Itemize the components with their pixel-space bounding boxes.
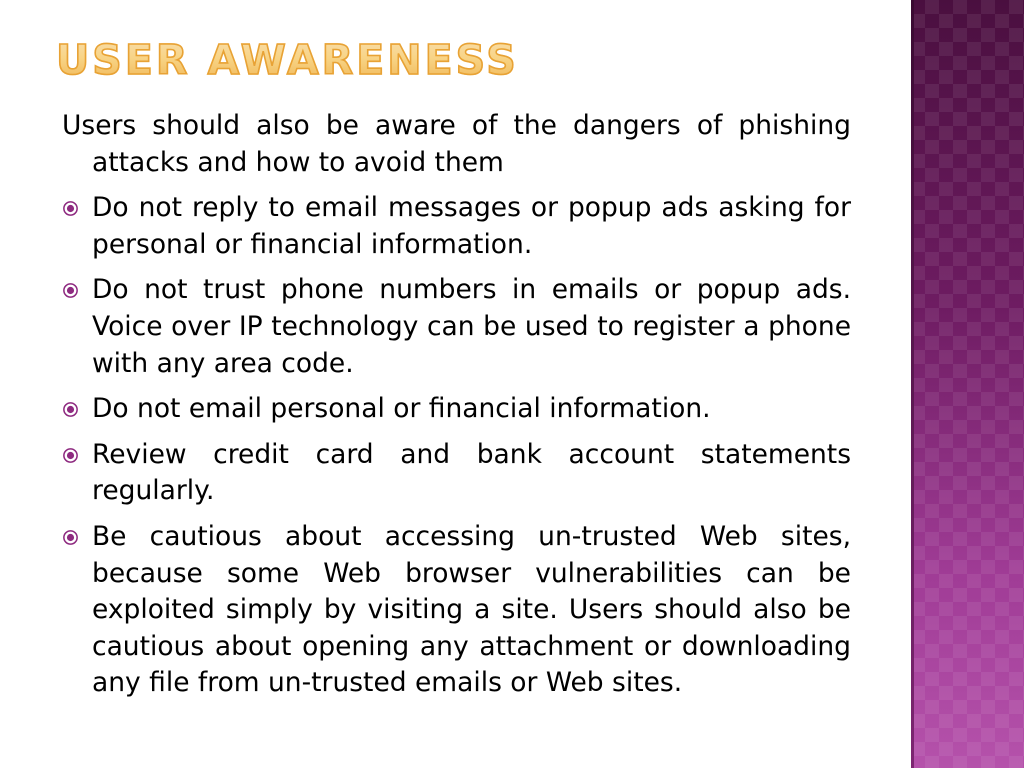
bullet-item bbox=[62, 391, 851, 428]
intro-paragraph: Users should also be aware of the dangers of phishing attacks and how to avoid them bbox=[62, 110, 851, 178]
bullet-item bbox=[62, 437, 851, 510]
bullet-text: Do not reply to email messages or popup ads asking for personal or financial information. bbox=[92, 192, 851, 260]
circled-dot-bullet-icon bbox=[62, 447, 79, 464]
slide-title: USER AWARENESS bbox=[56, 36, 519, 84]
bullet-text: Do not trust phone numbers in emails or popup ads. Voice over IP technology can be used to register a phone with any area code. bbox=[92, 274, 851, 379]
side-band-edge bbox=[911, 0, 914, 768]
circled-dot-bullet-icon bbox=[62, 200, 79, 217]
bullet-item bbox=[62, 519, 851, 702]
slide-body bbox=[62, 108, 851, 711]
bullet-list bbox=[62, 190, 851, 702]
bullet-text: Do not email personal or financial information. bbox=[92, 393, 711, 425]
circled-dot-bullet-icon bbox=[62, 282, 79, 299]
bullet-text: Review credit card and bank account statements regularly. bbox=[92, 438, 851, 507]
circled-dot-bullet-icon bbox=[62, 401, 79, 418]
bullet-item bbox=[62, 272, 851, 382]
bullet-item bbox=[62, 190, 851, 263]
circled-dot-bullet-icon bbox=[62, 529, 79, 546]
decorative-side-band bbox=[911, 0, 1024, 768]
bullet-text: Be cautious about accessing un-trusted Web sites, because some Web browser vulnerabilities can be exploited simply by visiting a site. Users should also be cautious about opening any attachment or downloading any file from un-trusted emails or Web sites. bbox=[92, 520, 851, 699]
